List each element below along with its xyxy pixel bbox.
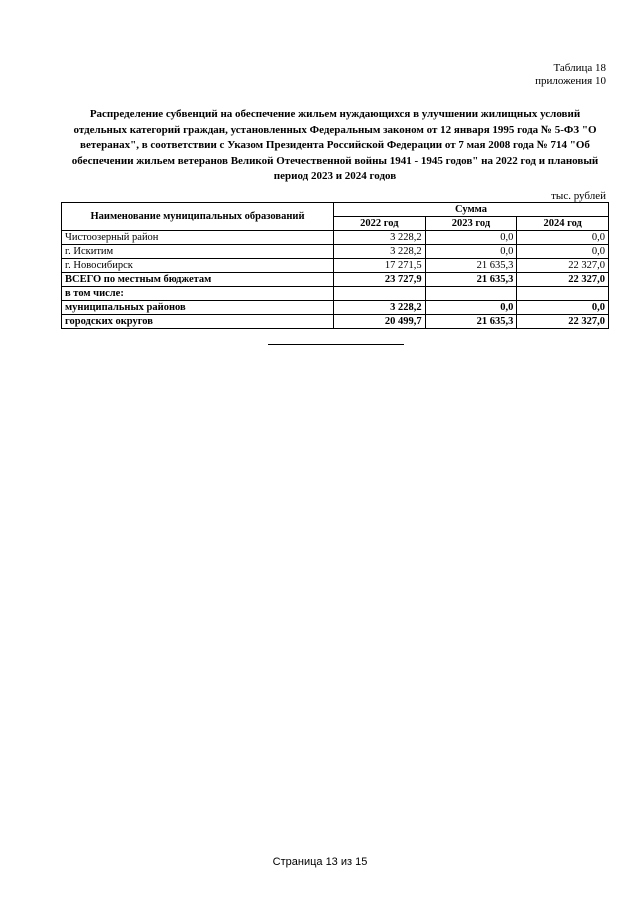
value-2022: 20 499,7 — [334, 315, 426, 329]
table-row — [62, 245, 609, 259]
row-name: муниципальных районов — [62, 301, 334, 315]
value-2023: 0,0 — [425, 301, 517, 315]
breakdown-row — [62, 301, 609, 315]
value-2024: 22 327,0 — [517, 259, 609, 273]
row-name: г. Искитим — [62, 245, 334, 259]
page-number: Страница 13 из 15 — [272, 856, 368, 868]
including-row — [62, 287, 609, 301]
row-name: городских округов — [62, 315, 334, 329]
column-header-2023: 2023 год — [425, 217, 517, 231]
value-2022: 3 228,2 — [334, 231, 426, 245]
table-header-row — [62, 203, 609, 217]
value-2024: 0,0 — [517, 301, 609, 315]
value-2023: 21 635,3 — [425, 259, 517, 273]
empty-cell — [334, 287, 426, 301]
column-header-2024: 2024 год — [517, 217, 609, 231]
value-2024: 0,0 — [517, 231, 609, 245]
appendix-reference: приложения 10 — [535, 75, 606, 87]
empty-cell — [517, 287, 609, 301]
value-2024: 0,0 — [517, 245, 609, 259]
value-2022: 17 271,5 — [334, 259, 426, 273]
breakdown-row — [62, 315, 609, 329]
value-2023: 21 635,3 — [425, 315, 517, 329]
table-row — [62, 259, 609, 273]
value-2023: 0,0 — [425, 245, 517, 259]
value-2024: 22 327,0 — [517, 315, 609, 329]
column-header-2022: 2022 год — [334, 217, 426, 231]
row-name: г. Новосибирск — [62, 259, 334, 273]
value-2023: 0,0 — [425, 231, 517, 245]
separator-line — [268, 344, 404, 345]
value-2022: 3 228,2 — [334, 301, 426, 315]
table-reference — [535, 62, 606, 88]
column-header-name: Наименование муниципальных образований — [62, 203, 334, 231]
column-header-sum: Сумма — [334, 203, 609, 217]
value-2022: 3 228,2 — [334, 245, 426, 259]
total-2022: 23 727,9 — [334, 273, 426, 287]
table-row — [62, 231, 609, 245]
total-label: ВСЕГО по местным бюджетам — [62, 273, 334, 287]
total-2023: 21 635,3 — [425, 273, 517, 287]
subvention-table — [61, 202, 609, 329]
table-number: Таблица 18 — [553, 62, 606, 74]
total-row — [62, 273, 609, 287]
document-title: Распределение субвенций на обеспечение жильем нуждающихся в улучшении жилищных условий отдельных категорий граждан, установленных Федеральным законом от 12 января 1995 года № 5-ФЗ "О ветеранах", в соответствии с Указом Президента Российской Федерации от 7 мая 2008 года № 714 "Об обеспечении жильем ветеранов Великой Отечественной войны 1941 - 1945 годов" на 2022 год и плановый период 2023 и 2024 годов — [71, 108, 599, 182]
unit-label: тыс. рублей — [551, 190, 606, 202]
row-name: Чистоозерный район — [62, 231, 334, 245]
including-label: в том числе: — [62, 287, 334, 301]
empty-cell — [425, 287, 517, 301]
total-2024: 22 327,0 — [517, 273, 609, 287]
